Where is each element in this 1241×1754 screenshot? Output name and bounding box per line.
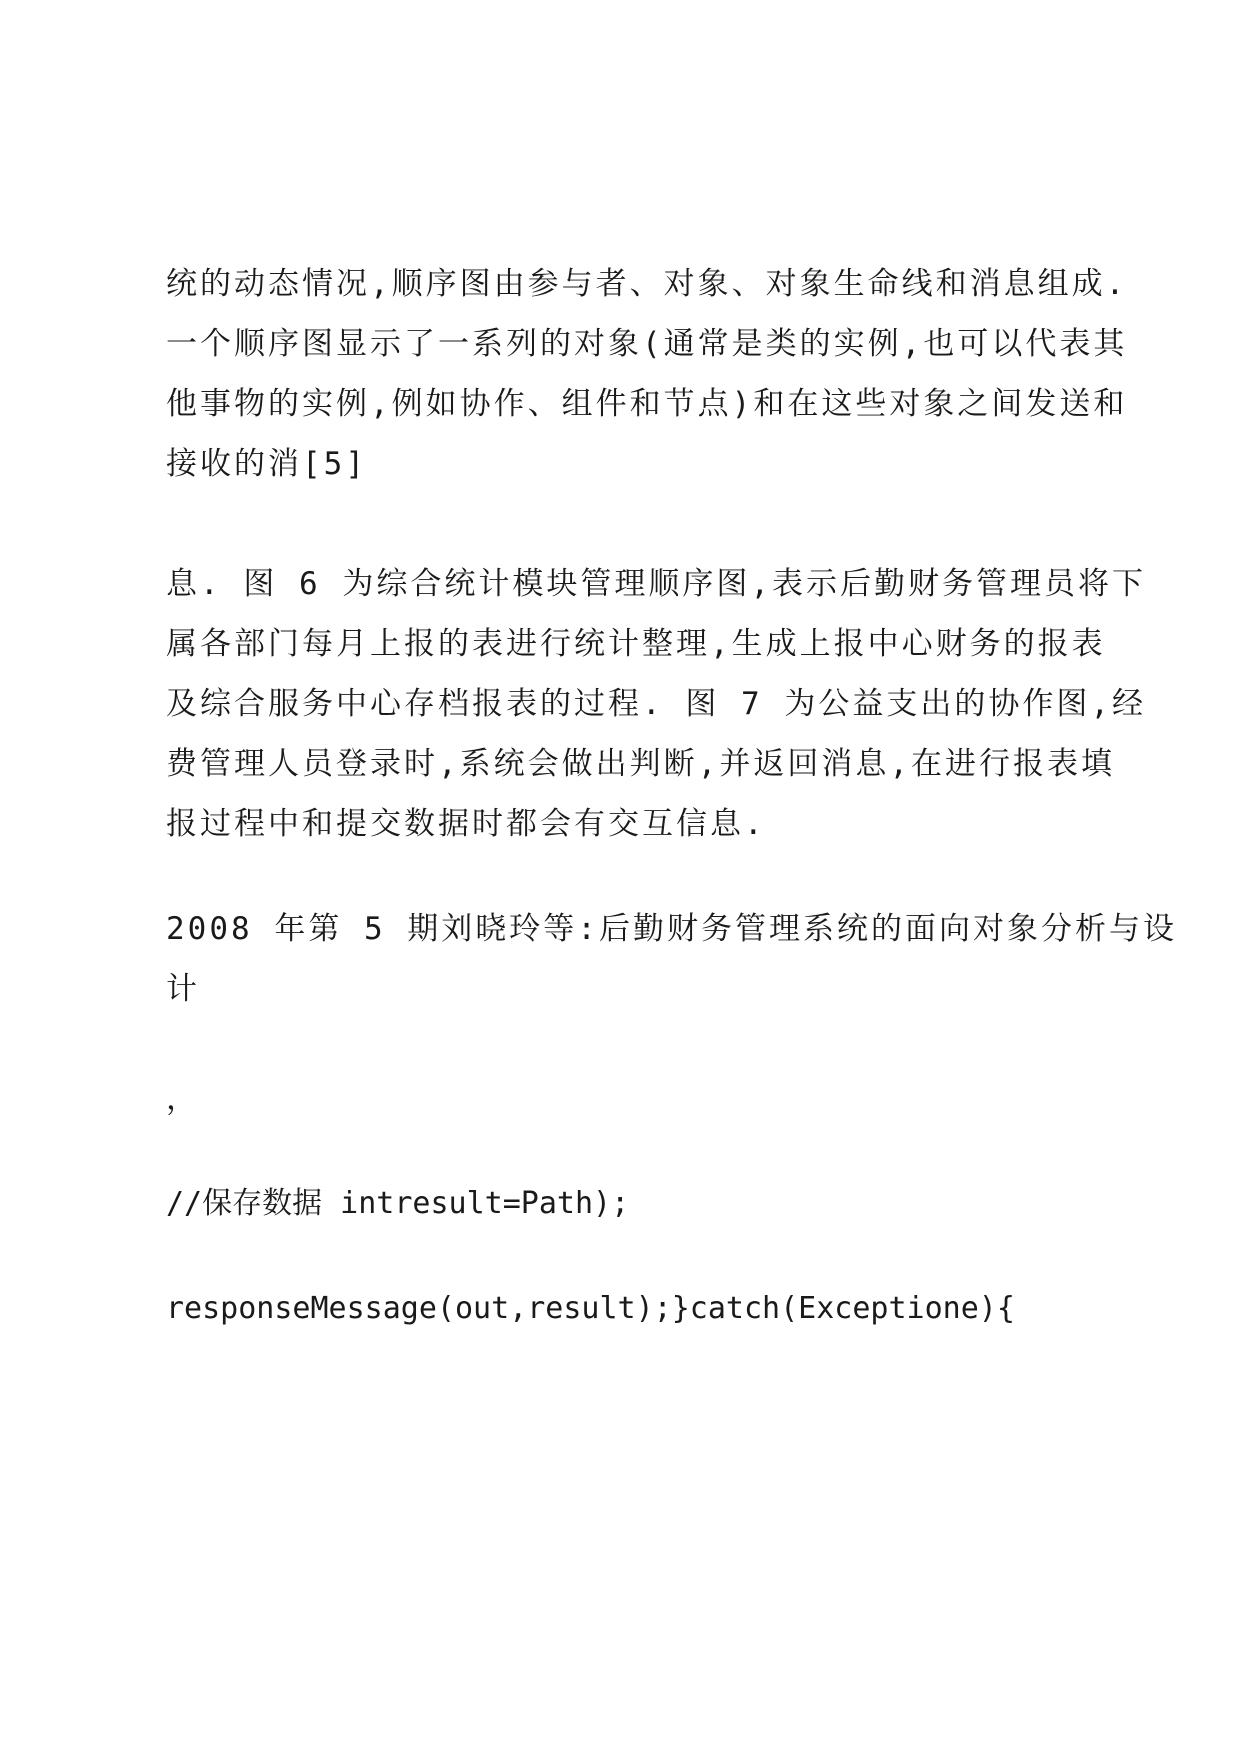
text-line: 费管理人员登录时,系统会做出判断,并返回消息,在进行报表填 [166, 746, 1115, 782]
text-line: 报过程中和提交数据时都会有交互信息. [166, 806, 766, 842]
code-line: //保存数据 intresult=Path); [166, 1186, 630, 1221]
text-line: 统的动态情况,顺序图由参与者、对象、对象生命线和消息组成. [166, 266, 1128, 302]
text-line: 一个顺序图显示了一系列的对象(通常是类的实例,也可以代表其 [166, 326, 1128, 362]
text-line: 属各部门每月上报的表进行统计整理,生成上报中心财务的报表 [166, 626, 1106, 662]
text-line: 计 [166, 971, 200, 1007]
text-line: 息. 图 6 为综合统计模块管理顺序图,表示后勤财务管理员将下 [166, 566, 1146, 602]
code-line: responseMessage(out,result);}catch(Exceptione){ [166, 1291, 1015, 1326]
text-line: 2008 年第 5 期刘晓玲等:后勤财务管理系统的面向对象分析与设 [166, 911, 1177, 947]
text-line: 他事物的实例,例如协作、组件和节点)和在这些对象之间发送和 [166, 386, 1128, 422]
text-line: 接收的消[5] [166, 446, 367, 482]
text-line: 及综合服务中心存档报表的过程. 图 7 为公益支出的协作图,经 [166, 686, 1146, 722]
comma-line: ， [166, 1081, 200, 1117]
